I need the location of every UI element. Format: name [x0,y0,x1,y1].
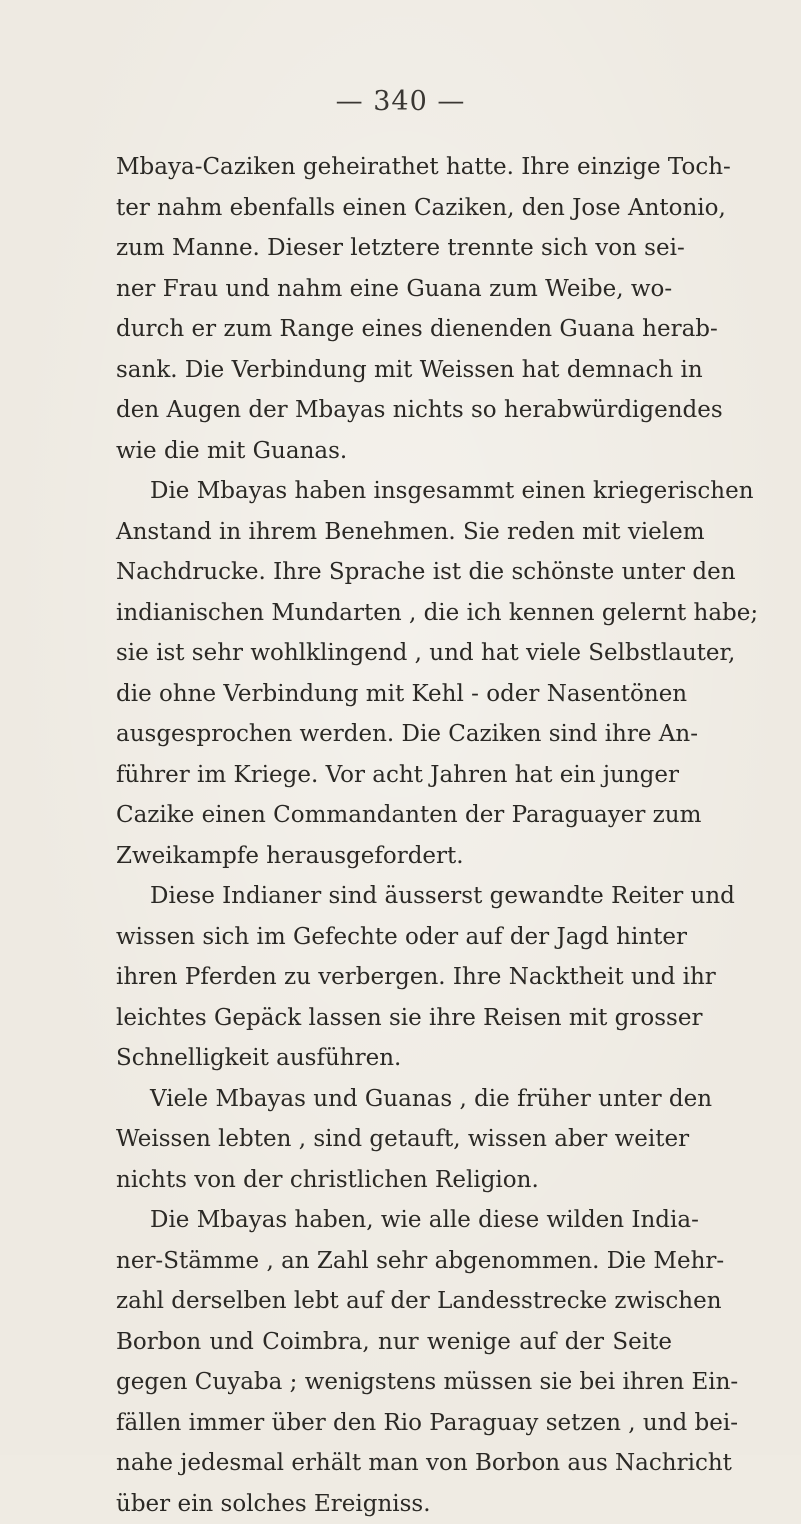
text-line: Diese Indianer sind äusserst gewandte Reiter und [116,876,672,917]
text-line: nichts von der christlichen Religion. [116,1160,672,1201]
text-line: ter nahm ebenfalls einen Caziken, den Jose Antonio, [116,188,672,229]
text-line: Die Mbayas haben insgesammt einen kriegerischen [116,471,672,512]
text-line: Zweikampfe herausgefordert. [116,836,672,877]
text-line: Schnelligkeit ausführen. [116,1038,672,1079]
paragraph [116,147,672,471]
text-line: sank. Die Verbindung mit Weissen hat demnach in [116,350,672,391]
paragraph [116,1079,672,1201]
text-line: wissen sich im Gefechte oder auf der Jagd hinter [116,917,672,958]
text-line: ner-Stämme , an Zahl sehr abgenommen. Die Mehr- [116,1241,672,1282]
text-line: zum Manne. Dieser letztere trennte sich von sei- [116,228,672,269]
text-line: ausgesprochen werden. Die Caziken sind ihre An- [116,714,672,755]
text-line: indianischen Mundarten , die ich kennen gelernt habe; [116,593,672,634]
text-line: Nachdrucke. Ihre Sprache ist die schönste unter den [116,552,672,593]
text-line: durch er zum Range eines dienenden Guana herab- [116,309,672,350]
text-line: Viele Mbayas und Guanas , die früher unter den [116,1079,672,1120]
text-line: Weissen lebten , sind getauft, wissen aber weiter [116,1119,672,1160]
paragraph [116,471,672,876]
text-line: fällen immer über den Rio Paraguay setzen , und bei- [116,1403,672,1444]
text-line: wie die mit Guanas. [116,431,672,472]
text-line: Borbon und Coimbra, nur wenige auf der Seite [116,1322,672,1363]
text-line: sie ist sehr wohlklingend , und hat viele Selbstlauter, [116,633,672,674]
paragraph [116,876,672,1079]
text-line: die ohne Verbindung mit Kehl - oder Nasentönen [116,674,672,715]
text-line: über ein solches Ereigniss. [116,1484,672,1524]
text-line: führer im Kriege. Vor acht Jahren hat ein junger [116,755,672,796]
text-line: leichtes Gepäck lassen sie ihre Reisen mit grosser [116,998,672,1039]
text-line: Die Mbayas haben, wie alle diese wilden India- [116,1200,672,1241]
text-line: gegen Cuyaba ; wenigstens müssen sie bei ihren Ein- [116,1362,672,1403]
text-line: Anstand in ihrem Benehmen. Sie reden mit vielem [116,512,672,553]
body-text [116,147,672,1524]
text-line: ihren Pferden zu verbergen. Ihre Nacktheit und ihr [116,957,672,998]
text-line: Mbaya-Caziken geheirathet hatte. Ihre einzige Toch- [116,147,672,188]
text-line: den Augen der Mbayas nichts so herabwürdigendes [116,390,672,431]
text-line: Cazike einen Commandanten der Paraguayer zum [116,795,672,836]
page-number: — 340 — [0,86,801,117]
text-line: nahe jedesmal erhält man von Borbon aus Nachricht [116,1443,672,1484]
text-line: ner Frau und nahm eine Guana zum Weibe, wo- [116,269,672,310]
paragraph [116,1200,672,1524]
text-line: zahl derselben lebt auf der Landesstrecke zwischen [116,1281,672,1322]
